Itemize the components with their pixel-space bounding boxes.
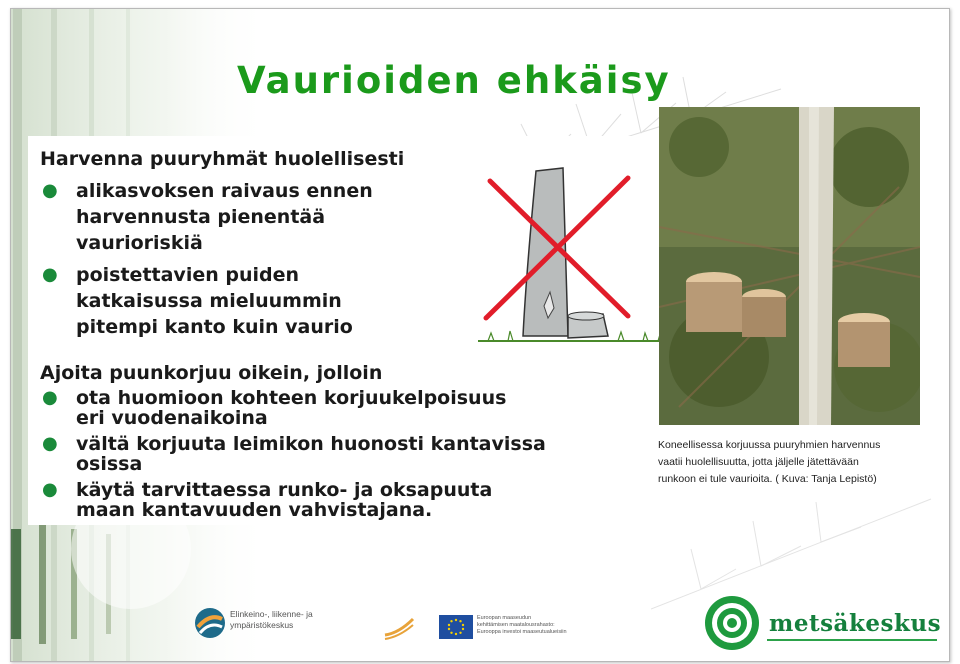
maaseutu-feather-logo-icon — [383, 615, 415, 641]
photo-caption: Koneellisessa korjuussa puuryhmien harvennus vaatii huolellisuutta, jotta jäljelle jätettävään runkoon ei tule vaurioita. ( Kuva: Tanja Lepistö) — [658, 439, 881, 485]
harvest-photo — [659, 107, 920, 425]
metsakeskus-target-icon — [703, 594, 761, 652]
list-item: ● poistettavien puiden katkaisussa mieluummin pitempi kanto kuin vaurio — [42, 264, 353, 338]
text-panel — [28, 136, 656, 525]
list-item: ● alikasvoksen raivaus ennen harvennusta pienentää vaurioriskiä — [42, 180, 373, 254]
ely-text: Elinkeino-, liikenne- ja ympäristökeskus — [230, 609, 313, 630]
metsakeskus-logo — [703, 594, 943, 654]
list-item: ● vältä korjuuta leimikon huonosti kantavissa osissa — [42, 433, 546, 475]
eu-flag-icon — [439, 615, 473, 639]
bullet-icon: ● — [42, 479, 58, 500]
tree-damage-illustration — [468, 156, 673, 351]
section1-heading: Harvenna puuryhmät huolellisesti — [40, 148, 405, 170]
section2-heading: Ajoita puunkorjuu oikein, jolloin — [40, 362, 383, 384]
section2-bullets — [38, 388, 546, 526]
metsakeskus-wordmark: metsäkeskus — [769, 610, 942, 637]
section1-bullets — [38, 178, 373, 346]
bullet-icon: ● — [42, 264, 58, 285]
list-item: ● ota huomioon kohteen korjuukelpoisuus eri vuodenaikoina — [42, 387, 507, 429]
bullet-icon: ● — [42, 180, 58, 201]
list-item: ● käytä tarvittaessa runko- ja oksapuuta maan kantavuuden vahvistajana. — [42, 479, 493, 521]
eu-text: Euroopan maaseudun kehittämisen maatalousrahasto: Eurooppa investoi maaseutualueisiin — [477, 615, 567, 635]
ely-emblem-icon — [194, 607, 226, 639]
ely-logo — [194, 605, 324, 641]
bullet-icon: ● — [42, 387, 58, 408]
slide — [10, 8, 950, 662]
slide-title: Vaurioiden ehkäisy — [237, 59, 671, 102]
metsakeskus-underline — [767, 639, 937, 641]
bullet-icon: ● — [42, 433, 58, 454]
eu-flag-logo — [439, 613, 589, 643]
